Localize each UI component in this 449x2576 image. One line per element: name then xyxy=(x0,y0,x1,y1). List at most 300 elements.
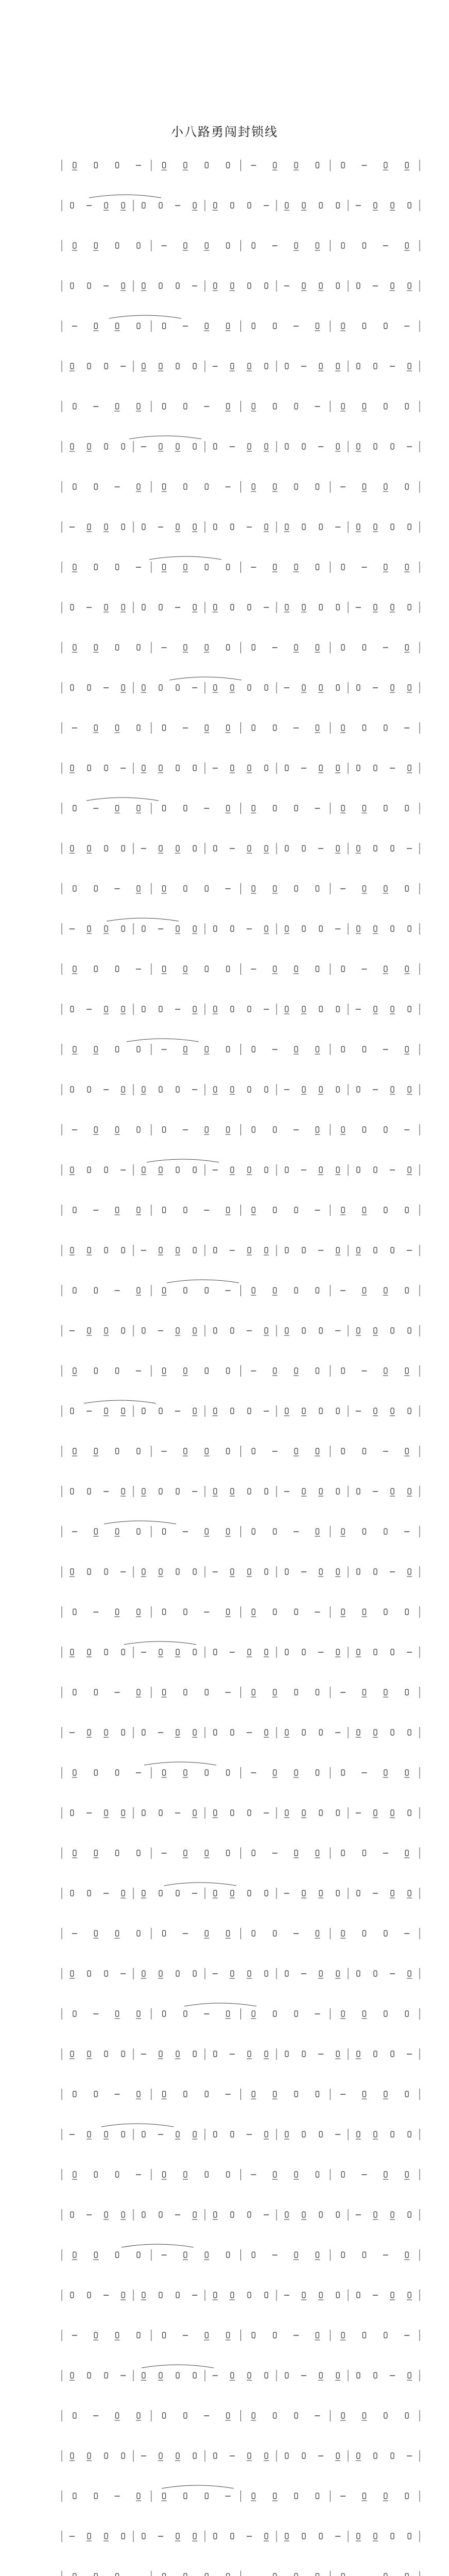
note-mark xyxy=(88,1971,91,1976)
note-mark xyxy=(408,2533,411,2539)
note-mark xyxy=(176,524,179,530)
note-mark xyxy=(137,1689,140,1695)
note-mark xyxy=(227,966,230,972)
note-mark xyxy=(227,323,230,329)
score-row xyxy=(62,1205,420,1216)
note-mark xyxy=(273,162,277,168)
note-mark xyxy=(391,444,394,449)
note-mark xyxy=(384,2172,387,2177)
note-mark xyxy=(273,1609,277,1615)
note-mark xyxy=(231,2533,234,2539)
note-mark xyxy=(248,1890,251,1896)
note-mark xyxy=(142,604,145,610)
note-mark xyxy=(302,1649,305,1655)
note-mark xyxy=(142,1730,145,1735)
note-mark xyxy=(252,2252,255,2258)
note-mark xyxy=(193,926,196,931)
note-mark xyxy=(285,363,288,369)
note-mark xyxy=(71,604,74,610)
score-row xyxy=(62,602,420,613)
note-mark xyxy=(302,2131,305,2137)
note-mark xyxy=(163,1529,166,1534)
note-mark xyxy=(231,2372,234,2378)
note-mark xyxy=(265,1890,268,1896)
note-mark xyxy=(319,1730,322,1735)
note-mark xyxy=(316,2091,319,2097)
note-mark xyxy=(159,2372,162,2378)
note-mark xyxy=(408,1971,411,1976)
note-mark xyxy=(116,162,119,168)
score-row xyxy=(62,1727,420,1738)
note-mark xyxy=(71,1488,74,1494)
note-mark xyxy=(205,966,208,972)
note-mark xyxy=(285,2212,288,2217)
score-row xyxy=(62,2209,420,2221)
note-mark xyxy=(252,1529,255,1534)
note-mark xyxy=(341,162,344,168)
note-mark xyxy=(316,1770,319,1775)
note-mark xyxy=(176,845,179,851)
note-mark xyxy=(94,243,97,248)
note-mark xyxy=(248,1971,251,1976)
note-mark xyxy=(408,604,411,610)
note-mark xyxy=(214,1247,217,1253)
note-mark xyxy=(316,1448,319,1454)
note-mark xyxy=(405,1207,408,1213)
note-mark xyxy=(105,1569,108,1574)
note-mark xyxy=(122,1488,125,1494)
note-mark xyxy=(214,524,217,530)
note-mark xyxy=(88,2453,91,2459)
note-mark xyxy=(336,1408,339,1414)
note-mark xyxy=(105,2131,108,2137)
note-mark xyxy=(248,283,251,289)
note-mark xyxy=(384,886,387,891)
note-mark xyxy=(273,1207,277,1213)
note-mark xyxy=(273,2493,277,2499)
note-mark xyxy=(362,725,366,731)
note-mark xyxy=(205,1368,208,1374)
note-mark xyxy=(163,2172,166,2177)
note-mark xyxy=(405,564,408,570)
score-row xyxy=(62,401,420,412)
note-mark xyxy=(285,1247,288,1253)
note-mark xyxy=(405,1770,408,1775)
score-row xyxy=(62,2450,420,2462)
note-mark xyxy=(336,1167,339,1173)
note-mark xyxy=(176,1328,179,1333)
note-mark xyxy=(88,926,91,931)
note-mark xyxy=(341,805,344,811)
note-mark xyxy=(205,2091,208,2097)
note-mark xyxy=(122,926,125,931)
note-mark xyxy=(341,1529,344,1534)
note-mark xyxy=(176,2051,179,2057)
score-row xyxy=(62,2571,420,2576)
note-mark xyxy=(163,162,166,168)
note-mark xyxy=(137,645,140,650)
note-mark xyxy=(357,1649,360,1655)
note-mark xyxy=(137,2413,140,2418)
note-mark xyxy=(184,2413,187,2418)
note-mark xyxy=(116,1368,119,1374)
note-mark xyxy=(384,2332,387,2338)
score-row xyxy=(62,2089,420,2100)
note-mark xyxy=(408,1488,411,1494)
note-mark xyxy=(205,162,208,168)
note-mark xyxy=(295,1689,298,1695)
note-mark xyxy=(105,926,108,931)
note-mark xyxy=(357,1167,360,1173)
note-mark xyxy=(142,1087,145,1092)
note-mark xyxy=(184,1850,187,1856)
note-mark xyxy=(105,202,108,208)
note-mark xyxy=(316,1930,319,1936)
note-mark xyxy=(273,725,277,731)
note-mark xyxy=(248,2453,251,2459)
note-mark xyxy=(142,1167,145,1173)
note-mark xyxy=(302,524,305,530)
slur-arc xyxy=(124,1641,196,1645)
score-row xyxy=(62,315,420,332)
note-mark xyxy=(273,1930,277,1936)
note-mark xyxy=(285,1810,288,1816)
slur-arc xyxy=(184,2003,256,2006)
note-mark xyxy=(71,2051,74,2057)
note-mark xyxy=(105,845,108,851)
note-mark xyxy=(105,2533,108,2539)
note-mark xyxy=(227,2573,230,2576)
note-mark xyxy=(184,1207,187,1213)
note-mark xyxy=(163,1287,166,1293)
note-mark xyxy=(252,2493,255,2499)
note-mark xyxy=(193,1328,196,1333)
note-mark xyxy=(319,524,322,530)
note-mark xyxy=(227,564,230,570)
note-mark xyxy=(176,765,179,771)
note-mark xyxy=(116,243,119,248)
note-mark xyxy=(336,2051,339,2057)
note-mark xyxy=(227,1207,230,1213)
note-mark xyxy=(252,805,255,811)
note-mark xyxy=(248,765,251,771)
note-mark xyxy=(227,2413,230,2418)
note-mark xyxy=(176,1167,179,1173)
note-mark xyxy=(285,1167,288,1173)
note-mark xyxy=(137,1529,140,1534)
note-mark xyxy=(362,484,366,489)
note-mark xyxy=(193,202,196,208)
note-mark xyxy=(137,805,140,811)
note-mark xyxy=(248,1006,251,1012)
note-mark xyxy=(227,403,230,409)
note-mark xyxy=(408,524,411,530)
note-mark xyxy=(295,2573,298,2576)
note-mark xyxy=(94,645,97,650)
score-row xyxy=(62,1280,420,1296)
note-mark xyxy=(316,484,319,489)
note-mark xyxy=(295,2252,298,2258)
note-mark xyxy=(71,202,74,208)
note-mark xyxy=(142,1488,145,1494)
note-mark xyxy=(205,2573,208,2576)
note-mark xyxy=(408,2292,411,2298)
note-mark xyxy=(231,685,234,690)
note-mark xyxy=(316,2573,319,2576)
note-mark xyxy=(142,2372,145,2378)
note-mark xyxy=(116,1609,119,1615)
slur-arc xyxy=(144,1762,216,1765)
note-mark xyxy=(336,1810,339,1816)
note-mark xyxy=(214,1087,217,1092)
note-mark xyxy=(362,1689,366,1695)
score-row xyxy=(62,798,420,814)
note-mark xyxy=(319,1006,322,1012)
note-mark xyxy=(273,1529,277,1534)
score-row xyxy=(62,240,420,251)
note-mark xyxy=(405,1689,408,1695)
note-mark xyxy=(302,1247,305,1253)
note-mark xyxy=(357,2533,360,2539)
note-mark xyxy=(252,1689,255,1695)
note-mark xyxy=(319,926,322,931)
note-mark xyxy=(285,765,288,771)
note-mark xyxy=(142,1810,145,1816)
note-mark xyxy=(227,2252,230,2258)
note-mark xyxy=(362,1930,366,1936)
note-mark xyxy=(374,1328,377,1333)
note-mark xyxy=(94,162,97,168)
note-mark xyxy=(227,2332,230,2338)
note-mark xyxy=(184,805,187,811)
note-mark xyxy=(408,1810,411,1816)
note-mark xyxy=(319,2292,322,2298)
note-mark xyxy=(105,2212,108,2217)
note-mark xyxy=(214,2051,217,2057)
note-mark xyxy=(227,725,230,731)
note-mark xyxy=(408,926,411,931)
note-mark xyxy=(105,2372,108,2378)
note-mark xyxy=(193,1730,196,1735)
note-mark xyxy=(205,1287,208,1293)
score-row xyxy=(62,1159,420,1176)
note-mark xyxy=(214,444,217,449)
note-mark xyxy=(176,444,179,449)
note-mark xyxy=(105,444,108,449)
note-mark xyxy=(302,2533,305,2539)
note-mark xyxy=(248,1810,251,1816)
note-mark xyxy=(163,2332,166,2338)
note-mark xyxy=(122,2131,125,2137)
note-mark xyxy=(159,202,162,208)
note-mark xyxy=(122,1408,125,1414)
note-mark xyxy=(302,1488,305,1494)
note-mark xyxy=(193,604,196,610)
note-mark xyxy=(73,2252,76,2258)
note-mark xyxy=(227,1127,230,1132)
note-mark xyxy=(88,363,91,369)
note-mark xyxy=(248,2292,251,2298)
note-mark xyxy=(357,363,360,369)
note-mark xyxy=(341,1127,344,1132)
note-mark xyxy=(319,1890,322,1896)
note-mark xyxy=(137,1850,140,1856)
note-mark xyxy=(159,604,162,610)
note-mark xyxy=(227,1046,230,1052)
note-mark xyxy=(316,886,319,891)
note-mark xyxy=(248,1569,251,1574)
note-mark xyxy=(163,1368,166,1374)
note-mark xyxy=(302,2292,305,2298)
note-mark xyxy=(405,2573,408,2576)
score-row xyxy=(62,762,420,774)
score-row xyxy=(62,280,420,292)
note-mark xyxy=(384,2011,387,2016)
note-mark xyxy=(252,1127,255,1132)
note-mark xyxy=(193,2453,196,2459)
note-mark xyxy=(94,484,97,489)
score-row xyxy=(62,1365,420,1377)
note-mark xyxy=(408,202,411,208)
note-mark xyxy=(408,1087,411,1092)
note-mark xyxy=(122,444,125,449)
note-mark xyxy=(408,283,411,289)
note-mark xyxy=(205,1127,208,1132)
note-mark xyxy=(94,1448,97,1454)
note-mark xyxy=(227,2172,230,2177)
note-mark xyxy=(341,2172,344,2177)
note-mark xyxy=(163,2573,166,2576)
note-mark xyxy=(88,1087,91,1092)
note-mark xyxy=(302,2453,305,2459)
note-mark xyxy=(137,1046,140,1052)
note-mark xyxy=(295,1770,298,1775)
note-mark xyxy=(273,564,277,570)
note-mark xyxy=(384,1930,387,1936)
note-mark xyxy=(295,2091,298,2097)
note-mark xyxy=(336,2372,339,2378)
note-mark xyxy=(122,845,125,851)
note-mark xyxy=(374,1649,377,1655)
note-mark xyxy=(408,1167,411,1173)
note-mark xyxy=(248,2372,251,2378)
note-mark xyxy=(105,363,108,369)
note-mark xyxy=(214,685,217,690)
note-mark xyxy=(214,845,217,851)
note-mark xyxy=(193,1408,196,1414)
note-mark xyxy=(231,765,234,771)
note-mark xyxy=(285,1730,288,1735)
note-mark xyxy=(295,484,298,489)
note-mark xyxy=(391,845,394,851)
note-mark xyxy=(316,564,319,570)
score-row xyxy=(62,1039,420,1055)
note-mark xyxy=(285,1408,288,1414)
note-mark xyxy=(295,645,298,650)
note-mark xyxy=(374,202,377,208)
note-mark xyxy=(265,2372,268,2378)
note-mark xyxy=(316,725,319,731)
note-mark xyxy=(116,1127,119,1132)
note-mark xyxy=(193,1006,196,1012)
note-mark xyxy=(252,2332,255,2338)
score-row xyxy=(62,2330,420,2341)
note-mark xyxy=(163,2011,166,2016)
note-mark xyxy=(142,1569,145,1574)
note-mark xyxy=(408,1408,411,1414)
note-mark xyxy=(391,604,394,610)
note-mark xyxy=(176,685,179,690)
note-mark xyxy=(142,685,145,690)
note-mark xyxy=(205,2172,208,2177)
note-mark xyxy=(341,1770,344,1775)
note-mark xyxy=(163,484,166,489)
note-mark xyxy=(227,805,230,811)
note-mark xyxy=(295,1368,298,1374)
score-row xyxy=(62,722,420,734)
note-mark xyxy=(336,202,339,208)
note-mark xyxy=(94,1930,97,1936)
note-mark xyxy=(73,1046,76,1052)
note-mark xyxy=(273,1770,277,1775)
note-mark xyxy=(159,765,162,771)
note-mark xyxy=(316,2493,319,2499)
note-mark xyxy=(319,1488,322,1494)
note-mark xyxy=(362,1287,366,1293)
note-mark xyxy=(248,363,251,369)
note-mark xyxy=(374,2051,377,2057)
note-mark xyxy=(73,1850,76,1856)
note-mark xyxy=(184,2493,187,2499)
note-mark xyxy=(302,1890,305,1896)
note-mark xyxy=(319,1167,322,1173)
note-mark xyxy=(362,243,366,248)
note-mark xyxy=(384,1368,387,1374)
note-mark xyxy=(405,886,408,891)
note-mark xyxy=(116,1770,119,1775)
note-mark xyxy=(227,1850,230,1856)
slur-arc xyxy=(122,2244,194,2247)
note-mark xyxy=(88,444,91,449)
note-mark xyxy=(319,1408,322,1414)
note-mark xyxy=(142,1006,145,1012)
note-mark xyxy=(73,805,76,811)
note-mark xyxy=(227,2011,230,2016)
note-mark xyxy=(295,1287,298,1293)
note-mark xyxy=(227,243,230,248)
note-mark xyxy=(122,1730,125,1735)
note-mark xyxy=(374,1569,377,1574)
note-mark xyxy=(116,966,119,972)
note-mark xyxy=(71,685,74,690)
note-mark xyxy=(176,1569,179,1574)
note-mark xyxy=(341,2011,344,2016)
note-mark xyxy=(176,2372,179,2378)
note-mark xyxy=(193,524,196,530)
note-mark xyxy=(88,2292,91,2298)
note-mark xyxy=(336,1971,339,1976)
note-mark xyxy=(116,2573,119,2576)
score-row xyxy=(62,1641,420,1658)
note-mark xyxy=(285,524,288,530)
note-mark xyxy=(94,2172,97,2177)
note-mark xyxy=(122,2212,125,2217)
note-mark xyxy=(159,2212,162,2217)
note-mark xyxy=(408,2131,411,2137)
note-mark xyxy=(374,604,377,610)
note-mark xyxy=(94,725,97,731)
note-mark xyxy=(94,1770,97,1775)
